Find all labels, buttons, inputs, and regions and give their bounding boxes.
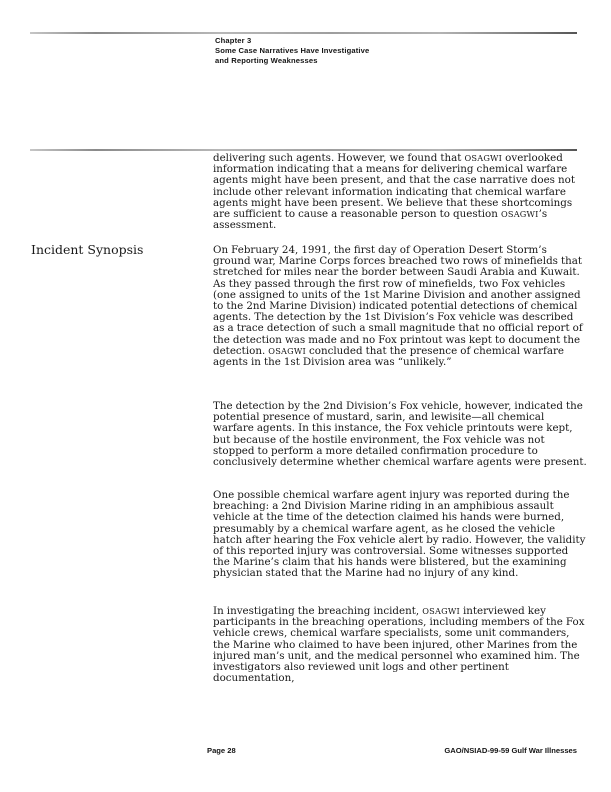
paragraph-osagwi-assessment: delivering such agents. However, we found that OSAGWI overlooked information indicating that a means for delivering chemical warfare agents might have been present, and that the case narrative does not include other relevant information indicating that chemical warfare agents might have been present. We believe that these shortcomings are sufficient to cause a reasonable person to question OSAGWI’s assessment. [213,152,576,232]
section-rule [30,149,577,151]
chapter-title-line2: and Reporting Weaknesses [215,55,318,65]
paragraph-incident-synopsis-4: In investigating the breaching incident, OSAGWI interviewed key participants in the breaching operations, including members of the Fox vehicle crews, chemical warfare specialists, some unit commanders, the Marine who claimed to have been injured, other Marines from the injured man’s unit, and the medical personnel who examined him. The investigators also reviewed unit logs and other pertinent documentation, [213,605,585,685]
chapter-label: Chapter 3 [215,36,252,45]
chapter-title-line1: Some Case Narratives Have Investigative [215,45,370,55]
paragraph-incident-synopsis-3: One possible chemical warfare agent injury was reported during the breaching: a 2nd Division Marine riding in an amphibious assault vehicle at the time of the detection claimed his hands were burned, presumably by a chemical warfare agent, as he closed the vehicle hatch after hearing the Fox vehicle alert by radio. However, the validity of this reported injury was controversial. Some witnesses supported the Marine’s claim that his hands were blistered, but the examining physician stated that the Marine had no injury of any kind. [213,489,586,580]
page-number: Page 28 [207,746,236,755]
header-rule [30,32,577,34]
report-id: GAO/NSIAD-99-59 Gulf War Illnesses [444,746,577,755]
section-label: Incident Synopsis [31,242,144,257]
running-header [215,36,369,65]
paragraph-incident-synopsis-1: On February 24, 1991, the first day of Operation Desert Storm’s ground war, Marine Corps forces breached two rows of minefields that stretched for miles near the border between Saudi Arabia and Kuwait. As they passed through the first row of minefields, two Fox vehicles (one assigned to units of the 1st Marine Division and another assigned to the 2nd Marine Division) indicated potential detections of chemical agents. The detection by the 1st Division’s Fox vehicle was described as a trace detection of such a small magnitude that no official report of the detection was made and no Fox printout was kept to document the detection. OSAGWI concluded that the presence of chemical warfare agents in the 1st Division area was “unlikely.” [213,244,583,369]
paragraph-incident-synopsis-2: The detection by the 2nd Division’s Fox vehicle, however, indicated the potential presence of mustard, sarin, and lewisite—all chemical warfare agents. In this instance, the Fox vehicle printouts were kept, but because of the hostile environment, the Fox vehicle was not stopped to perform a more detailed confirmation procedure to conclusively determine whether chemical warfare agents were present. [213,400,587,469]
